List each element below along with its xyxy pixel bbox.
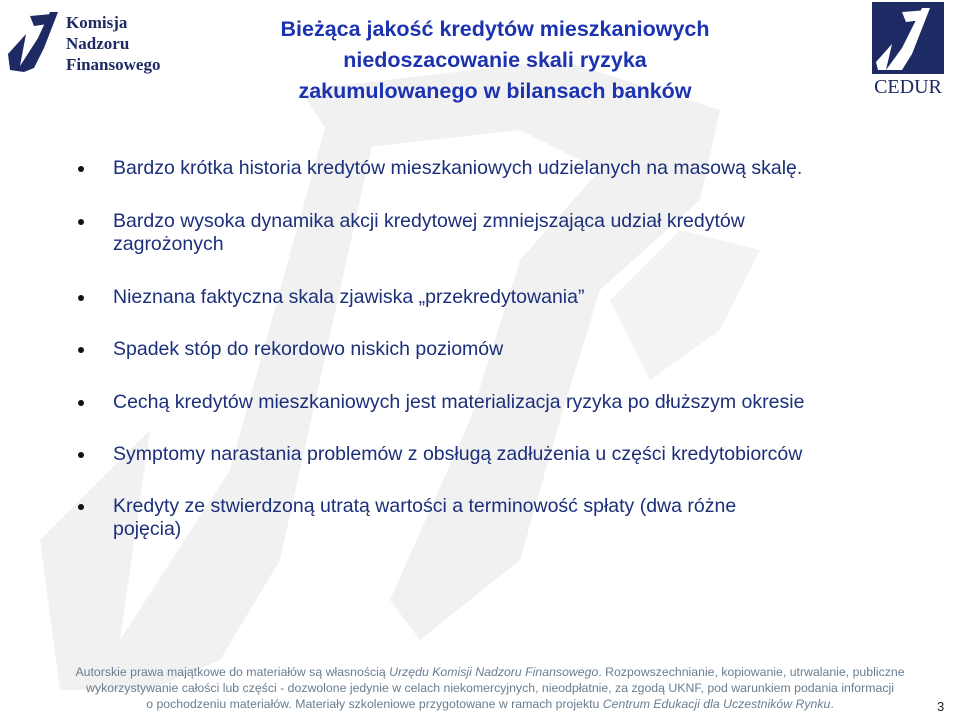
knf-logo-line: Komisja (66, 13, 128, 32)
copyright-footer (60, 664, 920, 712)
footer-text: . (830, 697, 834, 711)
footer-line-3 (60, 696, 920, 712)
bullet-text: Spadek stóp do rekordowo niskich poziomów (113, 338, 504, 360)
page-number: 3 (937, 699, 945, 714)
bullet-text: Symptomy narastania problemów z obsługą zadłużenia u części kredytobiorców (113, 443, 803, 465)
bullet-text: pojęcia) (113, 518, 182, 540)
footer-text: o pochodzeniu materiałów. Materiały szkoleniowe przygotowane w ramach projektu (146, 697, 603, 711)
bullet-text: Kredyty ze stwierdzoną utratą wartości a terminowość spłaty (dwa różne (113, 495, 737, 517)
bullet-dot-icon (78, 166, 84, 172)
footer-line-2: wykorzystywanie całości lub części - dozwolone jedynie w celach niekomercyjnych, nieodpłatnie, za zgodą UKNF, pod warunkiem podania informacji (86, 681, 894, 695)
title-line-2: niedoszacowanie skali ryzyka (343, 48, 647, 72)
footer-text: . Rozpowszechnianie, kopiowanie, utrwalanie, publiczne (598, 665, 905, 679)
footer-institution: Urzędu Komisji Nadzoru Finansowego (389, 665, 599, 679)
bullet-dot-icon (78, 295, 84, 301)
title-line-3: zakumulowanego w bilansach banków (298, 79, 692, 103)
bullet-dot-icon (78, 400, 84, 406)
bullet-text: zagrożonych (113, 233, 224, 255)
bullet-text: Cechą kredytów mieszkaniowych jest materializacja ryzyka po dłuższym okresie (113, 391, 805, 413)
bullet-dot-icon (78, 347, 84, 353)
footer-project: Centrum Edukacji dla Uczestników Rynku (602, 697, 831, 711)
bullet-text: Nieznana faktyczna skala zjawiska „przekredytowania” (113, 286, 585, 308)
title-line-1: Bieżąca jakość kredytów mieszkaniowych (280, 17, 710, 41)
cedur-logo-text: CEDUR (874, 76, 942, 98)
bullet-text: Bardzo wysoka dynamika akcji kredytowej zmniejszająca udział kredytów (113, 210, 745, 232)
knf-logo-line: Nadzoru (66, 34, 130, 53)
bullet-dot-icon (78, 452, 84, 458)
knf-logo-line: Finansowego (66, 55, 161, 74)
bullet-dot-icon (78, 504, 84, 510)
footer-text: Autorskie prawa majątkowe do materiałów są własnością (75, 665, 390, 679)
bullet-dot-icon (78, 219, 84, 225)
bullet-text: Bardzo krótka historia kredytów mieszkaniowych udzielanych na masową skalę. (113, 157, 803, 179)
footer-line-1 (60, 664, 920, 680)
